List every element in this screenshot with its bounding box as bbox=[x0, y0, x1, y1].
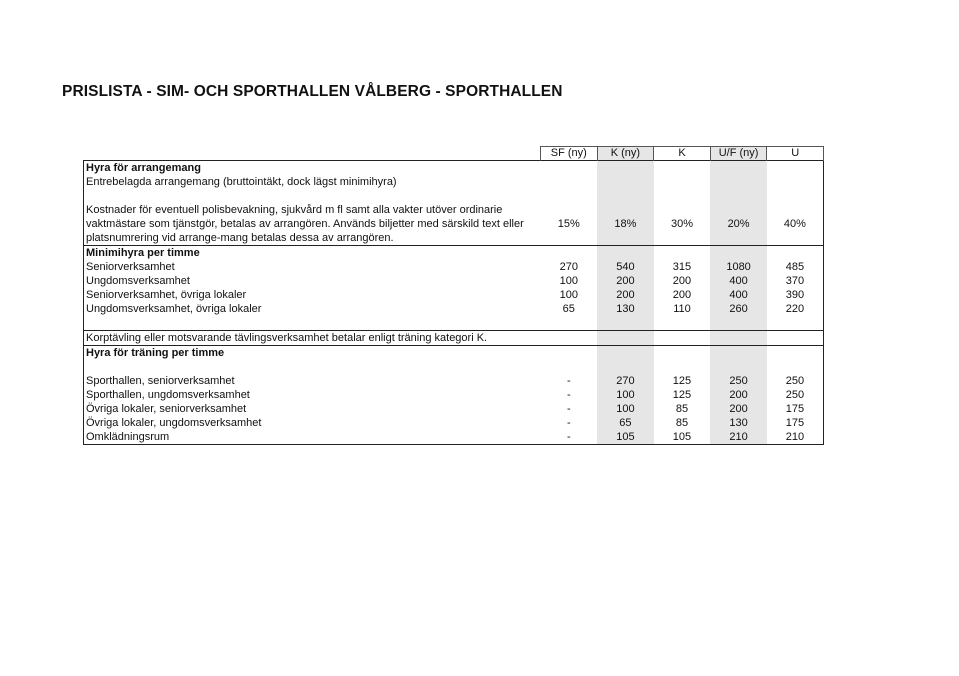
column-header-uf-ny: U/F (ny) bbox=[710, 147, 767, 161]
korptavling-note: Korptävling eller motsvarande tävlingsverksamhet betalar enligt träning kategori K. bbox=[84, 331, 541, 346]
percent-cell: 30% bbox=[670, 218, 693, 230]
percent-cell: 20% bbox=[710, 203, 767, 246]
table-row: Omklädningsrum - 105 105 210 210 bbox=[84, 430, 824, 445]
table-row bbox=[84, 346, 824, 361]
table-row bbox=[84, 203, 824, 217]
entre-text: Entrebelagda arrangemang (bruttointäkt, dock lägst minimihyra) bbox=[84, 175, 541, 189]
column-header-k: K bbox=[654, 147, 711, 161]
section-heading-traning: Hyra för träning per timme bbox=[84, 346, 541, 361]
table-row: Seniorverksamhet 270 540 315 1080 485 bbox=[84, 260, 824, 274]
page-title: PRISLISTA - SIM- OCH SPORTHALLEN VÅLBERG - SPORTHALLEN bbox=[62, 83, 563, 100]
table-row bbox=[84, 246, 824, 261]
table-row bbox=[84, 331, 824, 346]
section-heading-arrangemang: Hyra för arrangemang bbox=[84, 161, 541, 176]
kostnader-text-1: Kostnader för eventuell polisbevakning, sjukvård m fl samt alla vakter utöver ordinarie bbox=[84, 203, 541, 217]
percent-cell: 40% bbox=[767, 203, 824, 246]
kostnader-text-2: vaktmästare som tjänstgör, betalas av arrangören. Används biljetter med särskild text eller bbox=[84, 217, 541, 231]
section-heading-minimihyra: Minimihyra per timme bbox=[84, 246, 541, 261]
kostnader-text-3: platsnumrering vid arrange-mang betalas dessa av arrangören. bbox=[84, 231, 541, 246]
price-table bbox=[83, 146, 824, 445]
percent-cell: 15% bbox=[557, 218, 580, 230]
table-row: Seniorverksamhet, övriga lokaler 100 200 200 400 390 bbox=[84, 288, 824, 302]
table-row: Ungdomsverksamhet, övriga lokaler 65 130 110 260 220 bbox=[84, 302, 824, 316]
column-header-k-ny: K (ny) bbox=[597, 147, 654, 161]
column-header-sf-ny: SF (ny) bbox=[541, 147, 598, 161]
column-header-row bbox=[84, 147, 824, 161]
column-header-u: U bbox=[767, 147, 824, 161]
table-row: Övriga lokaler, ungdomsverksamhet - 65 85 130 175 bbox=[84, 416, 824, 430]
table-row: Sporthallen, ungdomsverksamhet - 100 125 200 250 bbox=[84, 388, 824, 402]
table-row bbox=[84, 175, 824, 189]
table-row: Sporthallen, seniorverksamhet - 270 125 250 250 bbox=[84, 374, 824, 388]
table-row bbox=[84, 161, 824, 176]
table-row: Ungdomsverksamhet 100 200 200 400 370 bbox=[84, 274, 824, 288]
table-row: Övriga lokaler, seniorverksamhet - 100 85 200 175 bbox=[84, 402, 824, 416]
percent-cell: 18% bbox=[597, 203, 654, 246]
